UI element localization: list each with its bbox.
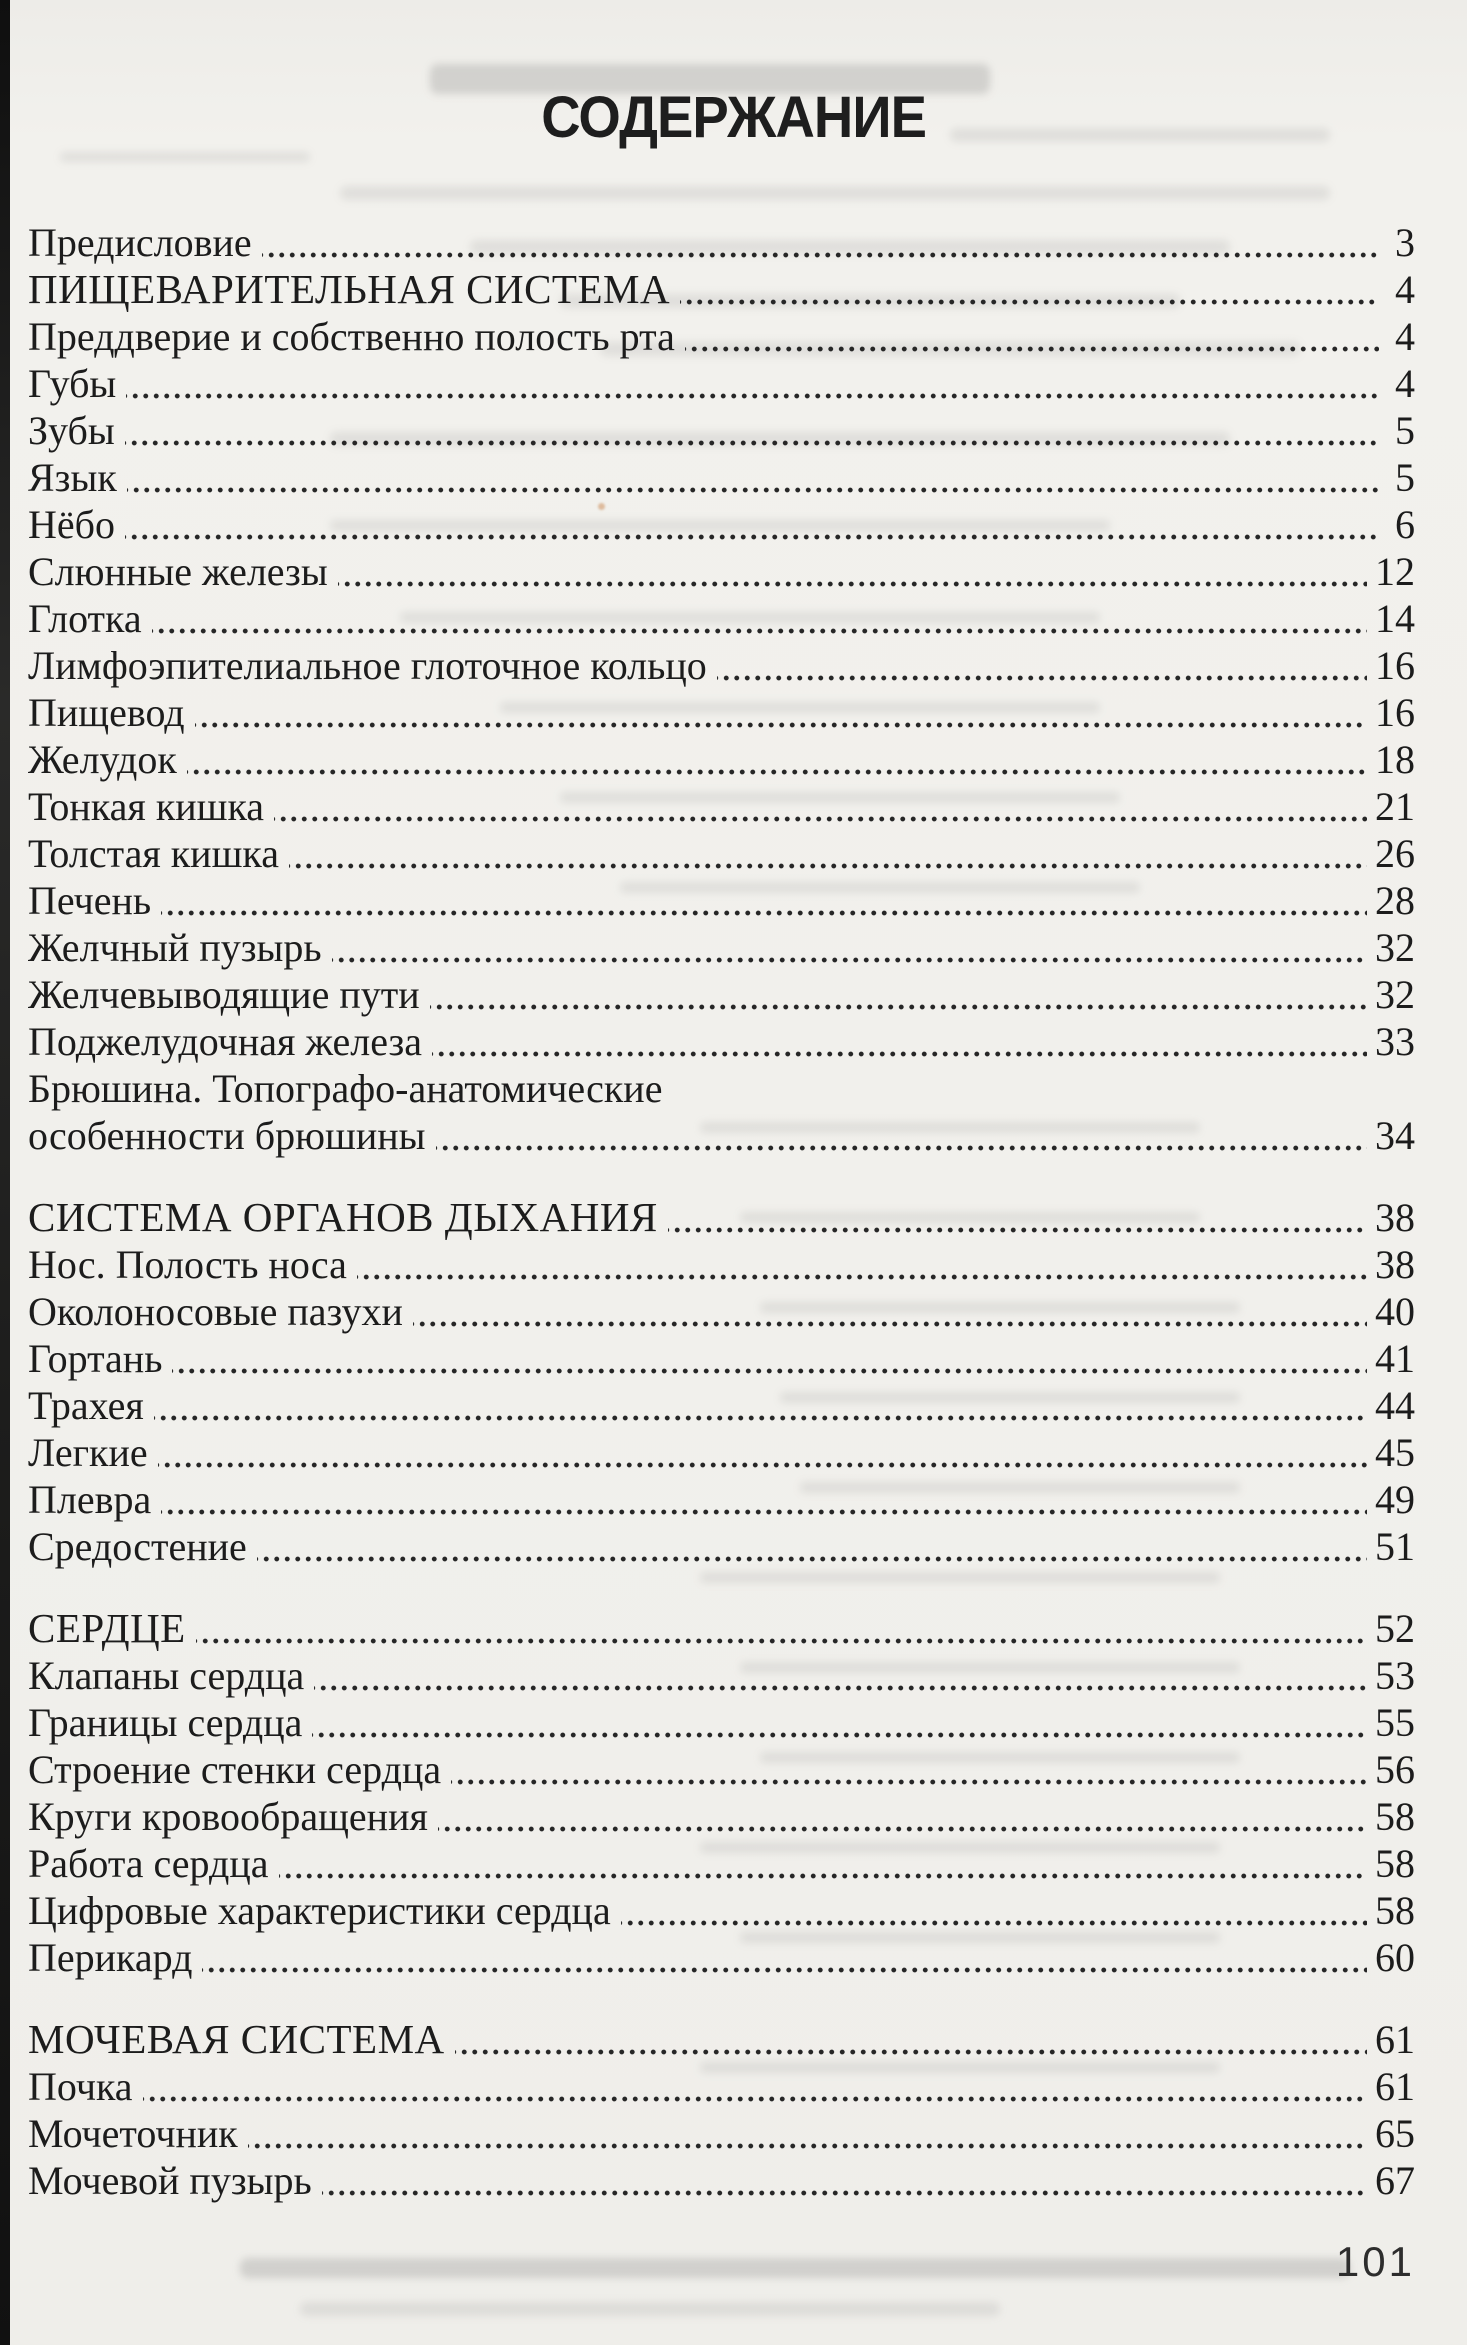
toc-entry-label: Плевра <box>28 1477 152 1522</box>
toc-entry-row <box>28 689 1415 736</box>
toc-entry-label: Перикард <box>28 1935 193 1980</box>
toc-entry-label: Работа сердца <box>28 1841 269 1886</box>
toc-entry-label: МОЧЕВАЯ СИСТЕМА <box>28 2016 445 2062</box>
toc-entry-label: Предисловие <box>28 220 252 265</box>
toc-entry-row <box>28 407 1415 454</box>
toc-entry-page: 26 <box>1375 831 1415 876</box>
leader-dots <box>248 2110 1367 2157</box>
toc-entry-page: 53 <box>1375 1653 1415 1698</box>
leader-dots <box>668 1194 1367 1241</box>
toc-entry-page: 16 <box>1375 690 1415 735</box>
toc-entry-row <box>28 830 1415 877</box>
leader-dots <box>274 783 1367 830</box>
bleedthrough-artifact <box>340 186 1330 200</box>
toc-entry-label: особенности брюшины <box>28 1113 426 1158</box>
toc-entry-page: 4 <box>1395 267 1415 312</box>
toc-entry-page: 45 <box>1375 1430 1415 1475</box>
toc-entry-label: Зубы <box>28 408 115 453</box>
toc-entry-label: Клапаны сердца <box>28 1653 305 1698</box>
toc-entry-row <box>28 971 1415 1018</box>
toc-entry-row <box>28 1793 1415 1840</box>
toc-entry-label: ПИЩЕВАРИТЕЛЬНАЯ СИСТЕМА <box>28 266 671 312</box>
page-title-text: СОДЕРЖАНИЕ <box>541 85 926 150</box>
toc-gap <box>28 1159 1415 1194</box>
leader-dots <box>126 360 1379 407</box>
toc-entry-page: 14 <box>1375 596 1415 641</box>
leader-dots <box>279 1840 1367 1887</box>
toc-entry-row <box>28 1652 1415 1699</box>
toc-entry-page: 5 <box>1395 408 1415 453</box>
leader-dots <box>432 1018 1367 1065</box>
bleedthrough-artifact <box>60 152 310 162</box>
leader-dots <box>257 1523 1367 1570</box>
toc-entry-row <box>28 642 1415 689</box>
toc-entry-label: Нос. Полость носа <box>28 1242 347 1287</box>
leader-dots <box>338 548 1367 595</box>
toc-entry-label: Губы <box>28 361 117 406</box>
toc-entry-page: 58 <box>1375 1888 1415 1933</box>
toc-entry-label: Границы сердца <box>28 1700 303 1745</box>
toc-entry-label: Печень <box>28 878 152 923</box>
toc-entry-row <box>28 595 1415 642</box>
bleedthrough-artifact <box>300 2302 1000 2316</box>
leader-dots <box>127 454 1379 501</box>
leader-dots <box>332 924 1367 971</box>
page-title <box>0 84 1467 151</box>
toc-entry-row <box>28 454 1415 501</box>
leader-dots <box>158 1429 1367 1476</box>
toc-entry-page: 58 <box>1375 1794 1415 1839</box>
toc-entry-page: 65 <box>1375 2111 1415 2156</box>
toc-section-row <box>28 1194 1415 1241</box>
leader-dots <box>357 1241 1367 1288</box>
toc-entry-label: Трахея <box>28 1383 144 1428</box>
toc-entry-label: Пищевод <box>28 690 185 735</box>
toc-entry-row <box>28 1887 1415 1934</box>
toc-entry-page: 4 <box>1395 314 1415 359</box>
toc-entry-label: Средостение <box>28 1524 247 1569</box>
leader-dots <box>436 1112 1368 1159</box>
leader-dots <box>621 1887 1367 1934</box>
toc-entry-label: Тонкая кишка <box>28 784 265 829</box>
toc-entry-label: Цифровые характеристики сердца <box>28 1888 611 1933</box>
toc-entry-page: 49 <box>1375 1477 1415 1522</box>
toc-entry-page: 5 <box>1395 455 1415 500</box>
leader-dots <box>195 689 1367 736</box>
leader-dots <box>187 736 1367 783</box>
leader-dots <box>161 877 1367 924</box>
toc-entry-row <box>28 1112 1415 1159</box>
toc-entry-page: 52 <box>1375 1606 1415 1651</box>
toc-entry-page: 56 <box>1375 1747 1415 1792</box>
toc-entry-page: 33 <box>1375 1019 1415 1064</box>
toc-entry-label: Поджелудочная железа <box>28 1019 423 1064</box>
toc-entry-label: СЕРДЦЕ <box>28 1605 186 1651</box>
leader-dots <box>161 1476 1367 1523</box>
toc-entry-label: Околоносовые пазухи <box>28 1289 403 1334</box>
toc-entry-label: Строение стенки сердца <box>28 1747 442 1792</box>
toc-entry-page: 55 <box>1375 1700 1415 1745</box>
leader-dots <box>438 1793 1367 1840</box>
toc-section-row <box>28 1605 1415 1652</box>
toc-entry-page: 6 <box>1395 502 1415 547</box>
leader-dots <box>314 1652 1367 1699</box>
toc-entry-row <box>28 1018 1415 1065</box>
toc-entry-page: 38 <box>1375 1195 1415 1240</box>
toc-entry-row <box>28 313 1415 360</box>
page-number: 101 <box>1335 2238 1415 2285</box>
toc-entry-page: 60 <box>1375 1935 1415 1980</box>
toc-entry-label: Гортань <box>28 1336 163 1381</box>
toc-entry-page: 44 <box>1375 1383 1415 1428</box>
toc-entry-row <box>28 1934 1415 1981</box>
toc-entry-label: Мочевой пузырь <box>28 2158 312 2203</box>
toc-entry-page: 61 <box>1375 2017 1415 2062</box>
leader-dots <box>289 830 1367 877</box>
leader-dots <box>312 1699 1367 1746</box>
leader-dots <box>262 219 1379 266</box>
toc-entry-row <box>28 501 1415 548</box>
toc-entry-row <box>28 1746 1415 1793</box>
leader-dots <box>717 642 1367 689</box>
toc-entry-page: 34 <box>1375 1113 1415 1158</box>
leader-dots <box>196 1605 1367 1652</box>
toc-entry-label: Желудок <box>28 737 177 782</box>
toc-entry-label: Желчевыводящие пути <box>28 972 420 1017</box>
leader-dots <box>125 501 1379 548</box>
leader-dots <box>451 1746 1367 1793</box>
leader-dots <box>680 266 1379 313</box>
toc-gap <box>28 1981 1415 2016</box>
leader-dots <box>430 971 1367 1018</box>
leader-dots <box>455 2016 1367 2063</box>
leader-dots <box>172 1335 1367 1382</box>
toc-entry-page: 18 <box>1375 737 1415 782</box>
toc-entry-page: 51 <box>1375 1524 1415 1569</box>
toc-gap <box>28 1570 1415 1605</box>
leader-dots <box>322 2157 1367 2204</box>
toc-entry-page: 58 <box>1375 1841 1415 1886</box>
toc-entry-page: 40 <box>1375 1289 1415 1334</box>
toc-entry-row <box>28 924 1415 971</box>
toc-entry-page: 21 <box>1375 784 1415 829</box>
toc-entry-page: 4 <box>1395 361 1415 406</box>
toc-entry-page: 16 <box>1375 643 1415 688</box>
toc-entry-label: Брюшина. Топографо-анатомические <box>28 1066 663 1111</box>
toc-entry-label: Толстая кишка <box>28 831 279 876</box>
toc-entry-row <box>28 1429 1415 1476</box>
toc-entry-label: Язык <box>28 455 117 500</box>
toc-entry-label: Лимфоэпителиальное глоточное кольцо <box>28 643 707 688</box>
toc-entry-page: 12 <box>1375 549 1415 594</box>
toc-entry-label: Мочеточник <box>28 2111 238 2156</box>
leader-dots <box>154 1382 1367 1429</box>
toc-entry-row <box>28 736 1415 783</box>
toc-entry-label: Круги кровообращения <box>28 1794 428 1839</box>
leader-dots <box>202 1934 1367 1981</box>
leader-dots <box>413 1288 1367 1335</box>
toc-entry-page: 32 <box>1375 972 1415 1017</box>
leader-dots <box>152 595 1367 642</box>
toc-entry-page: 32 <box>1375 925 1415 970</box>
toc-section-row <box>28 2016 1415 2063</box>
toc-entry-row <box>28 1476 1415 1523</box>
toc-entry-row <box>28 1840 1415 1887</box>
toc-entry-row <box>28 1241 1415 1288</box>
toc-entry-page: 28 <box>1375 878 1415 923</box>
toc-entry-row <box>28 1065 1415 1112</box>
leader-dots <box>143 2063 1367 2110</box>
toc-entry-label: Легкие <box>28 1430 148 1475</box>
toc-entry-row <box>28 1288 1415 1335</box>
toc-entry-row <box>28 360 1415 407</box>
toc-entry-row <box>28 2063 1415 2110</box>
toc-entry-page: 41 <box>1375 1336 1415 1381</box>
toc-entry-row <box>28 1523 1415 1570</box>
toc-entry-label: Желчный пузырь <box>28 925 322 970</box>
leader-dots <box>685 313 1379 360</box>
bleedthrough-artifact <box>240 2258 1350 2278</box>
toc-entry-row <box>28 783 1415 830</box>
toc-entry-label: Глотка <box>28 596 142 641</box>
toc-entry-page: 67 <box>1375 2158 1415 2203</box>
leader-dots <box>125 407 1379 454</box>
toc-entry-label: Нёбо <box>28 502 115 547</box>
toc-entry-label: Почка <box>28 2064 133 2109</box>
toc-entry-page: 38 <box>1375 1242 1415 1287</box>
toc-entry-label: Слюнные железы <box>28 549 328 594</box>
toc-entry-label: Преддверие и собственно полость рта <box>28 314 675 359</box>
toc-entry-row <box>28 877 1415 924</box>
toc-entry-page: 3 <box>1395 220 1415 265</box>
toc-entry-row <box>28 1335 1415 1382</box>
toc-entry-row <box>28 219 1415 266</box>
toc-entry-row <box>28 2157 1415 2204</box>
toc-entry-row <box>28 2110 1415 2157</box>
toc-entry-row <box>28 1699 1415 1746</box>
toc-list <box>28 219 1415 2204</box>
toc-entry-row <box>28 548 1415 595</box>
toc-entry-row <box>28 1382 1415 1429</box>
toc-entry-label: СИСТЕМА ОРГАНОВ ДЫХАНИЯ <box>28 1194 658 1240</box>
toc-section-row <box>28 266 1415 313</box>
toc-entry-page: 61 <box>1375 2064 1415 2109</box>
